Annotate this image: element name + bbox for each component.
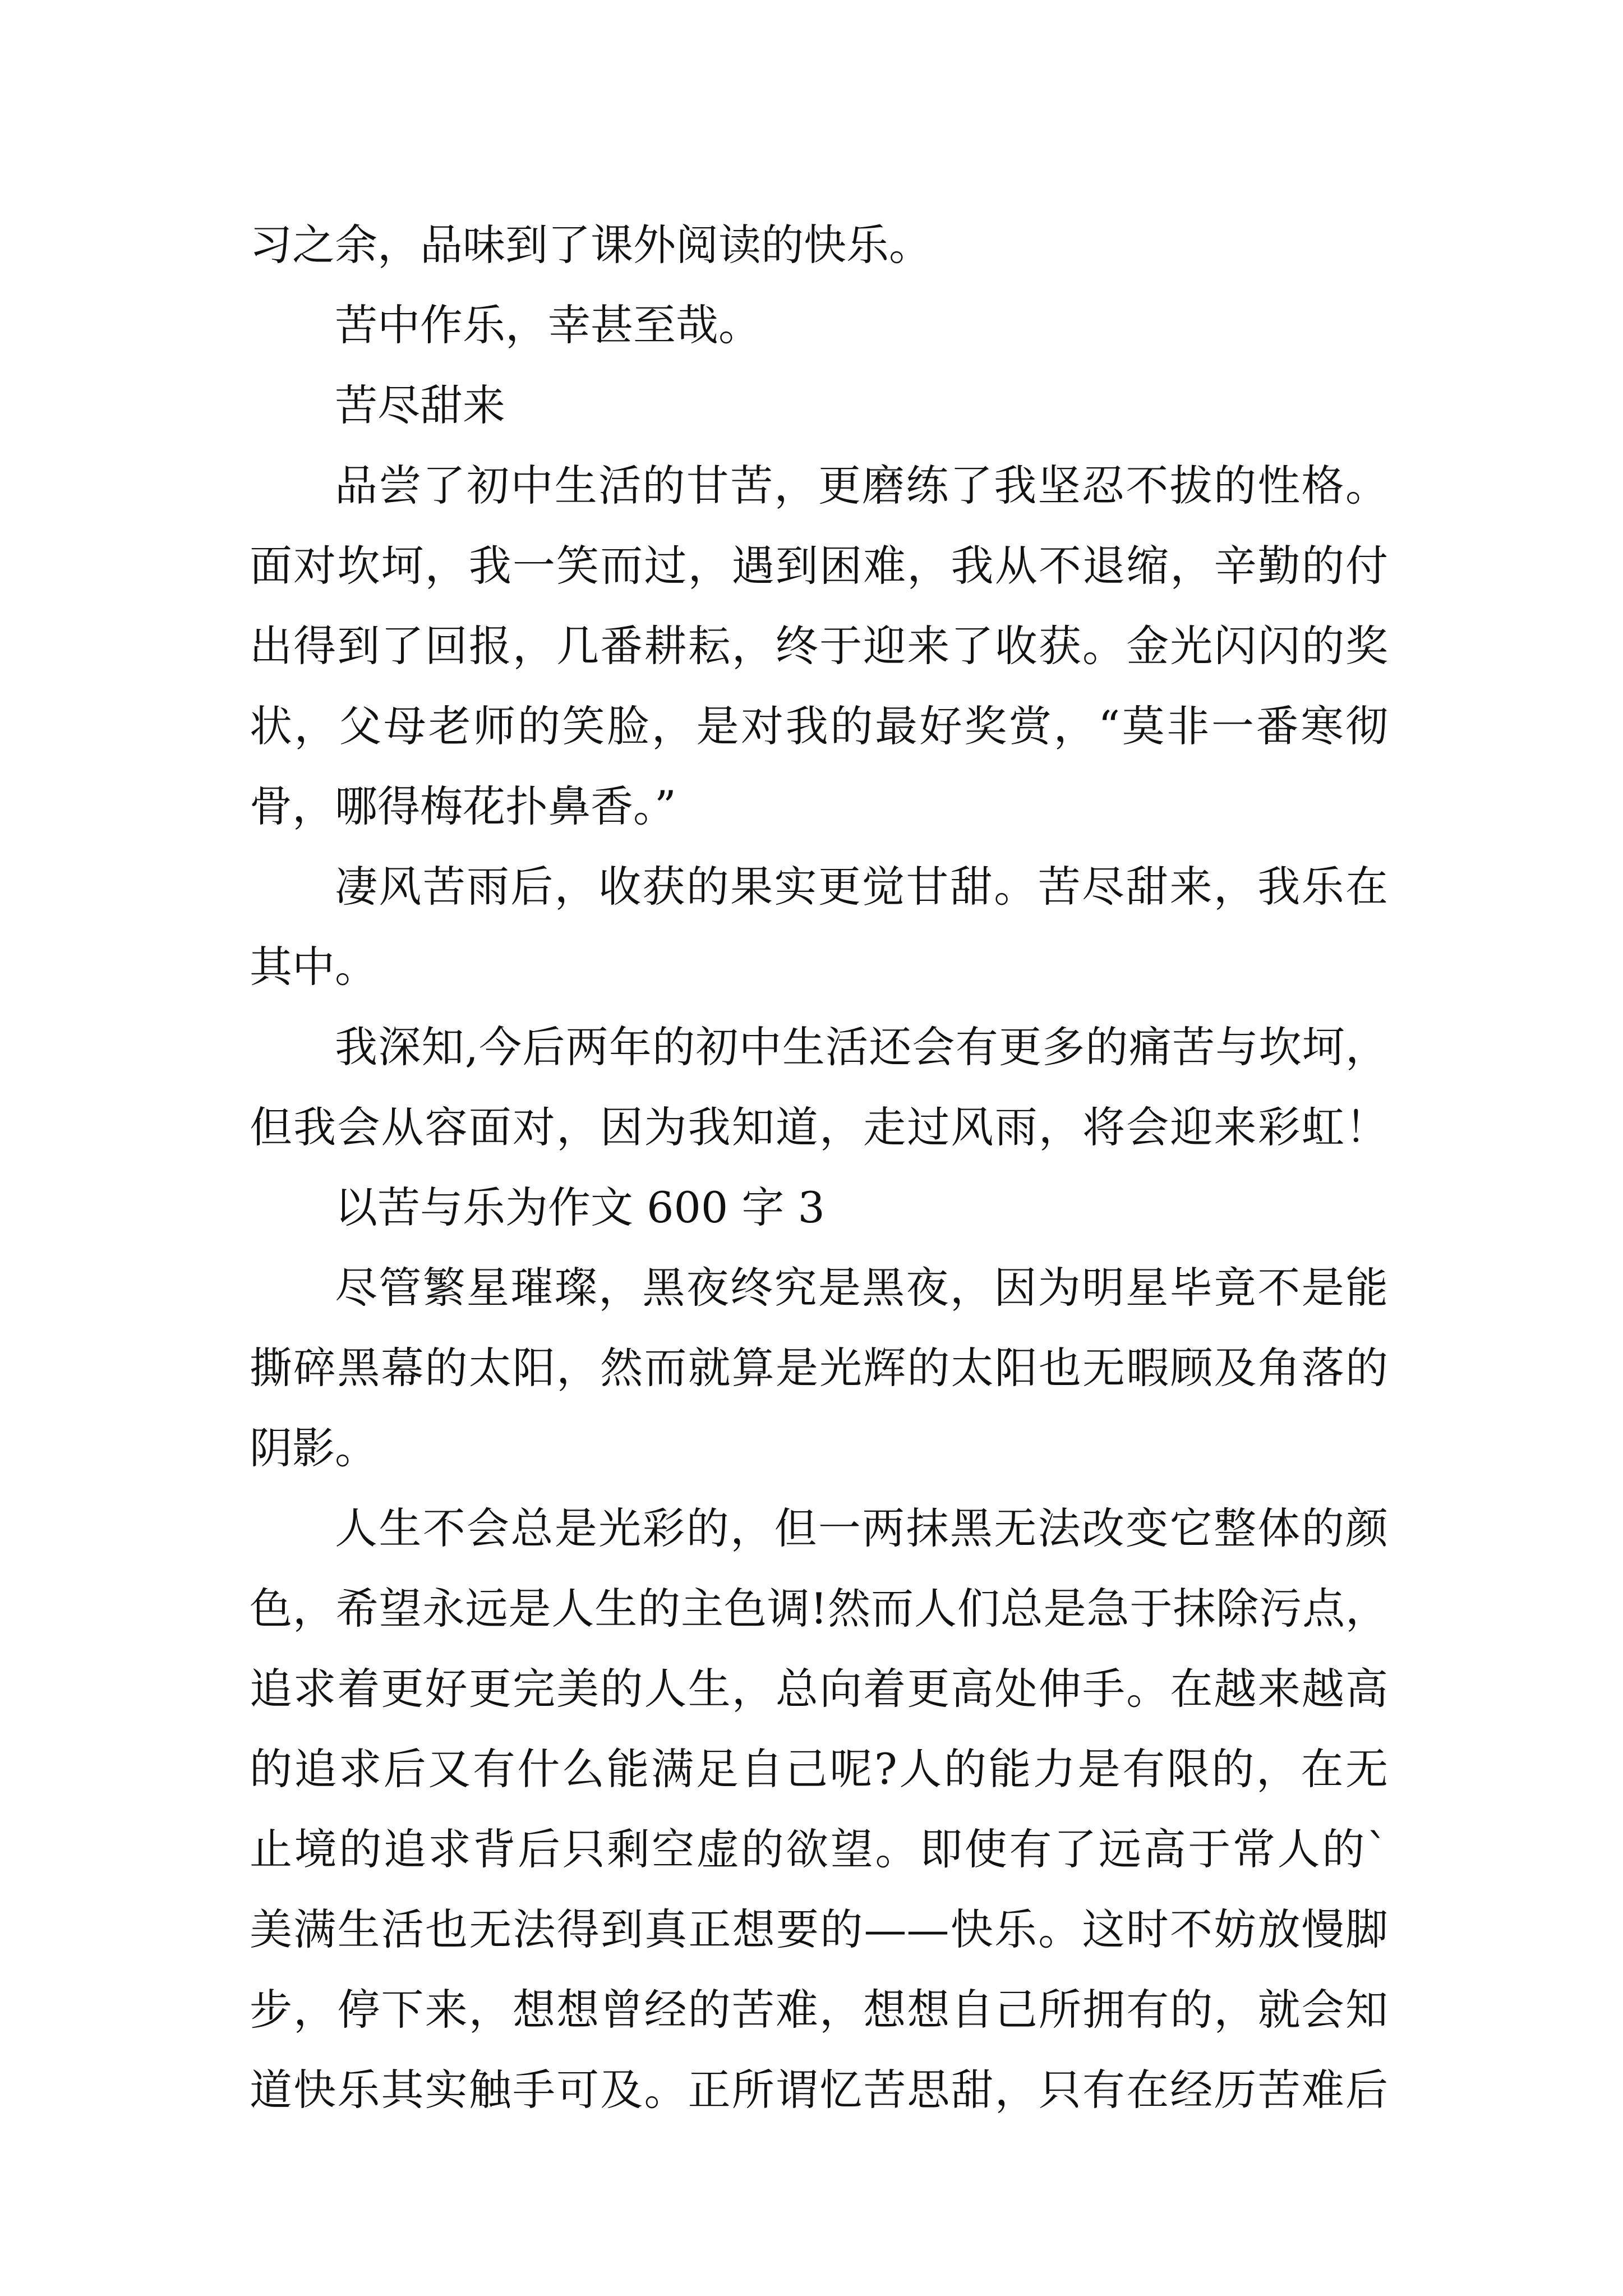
text-line: 面对坎坷，我一笑而过，遇到困难，我从不退缩，辛勤的付 — [250, 541, 1388, 591]
text-line: 美满生活也无法得到真正想要的——快乐。这时不妨放慢脚 — [250, 1904, 1388, 1954]
text-line: 追求着更好更完美的人生，总向着更高处伸手。在越来越高 — [250, 1664, 1388, 1714]
text-line: 其中。 — [250, 942, 377, 992]
text-line: 骨，哪得梅花扑鼻香。” — [250, 781, 676, 831]
text-line: 出得到了回报，几番耕耘，终于迎来了收获。金光闪闪的奖 — [250, 621, 1388, 671]
text-line: 色，希望永远是人生的主色调!然而人们总是急于抹除污点， — [250, 1584, 1388, 1634]
text-line: 状，父母老师的笑脸，是对我的最好奖赏，“莫非一番寒彻 — [250, 701, 1388, 751]
text-line: 的追求后又有什么能满足自己呢?人的能力是有限的，在无 — [250, 1744, 1388, 1794]
text-line: 撕碎黑幕的太阳，然而就算是光辉的太阳也无暇顾及角落的 — [250, 1343, 1388, 1393]
text-line: 人生不会总是光彩的，但一两抹黑无法改变它整体的颜 — [335, 1503, 1388, 1553]
text-line: 品尝了初中生活的甘苦，更磨练了我坚忍不拔的性格。 — [335, 461, 1388, 510]
text-line: 步，停下来，想想曾经的苦难，想想自己所拥有的，就会知 — [250, 1985, 1388, 2035]
text-line: 道快乐其实触手可及。正所谓忆苦思甜，只有在经历苦难后 — [250, 2065, 1388, 2115]
text-line: 以苦与乐为作文 600 字 3 — [335, 1182, 825, 1232]
text-line: 止境的追求背后只剩空虚的欲望。即使有了远高于常人的` — [250, 1824, 1388, 1874]
body-text — [250, 205, 1388, 2130]
text-line: 我深知,今后两年的初中生活还会有更多的痛苦与坎坷， — [335, 1022, 1388, 1072]
text-line: 苦尽甜来 — [335, 380, 505, 430]
text-line: 但我会从容面对，因为我知道，走过风雨，将会迎来彩虹！ — [250, 1102, 1388, 1152]
text-line: 凄风苦雨后，收获的果实更觉甘甜。苦尽甜来，我乐在 — [335, 862, 1388, 912]
text-line: 习之余，品味到了课外阅读的快乐。 — [250, 220, 932, 270]
text-line: 尽管繁星璀璨，黑夜终究是黑夜，因为明星毕竟不是能 — [335, 1263, 1388, 1313]
text-line: 阴影。 — [250, 1423, 377, 1473]
text-line: 苦中作乐，幸甚至哉。 — [335, 300, 761, 350]
